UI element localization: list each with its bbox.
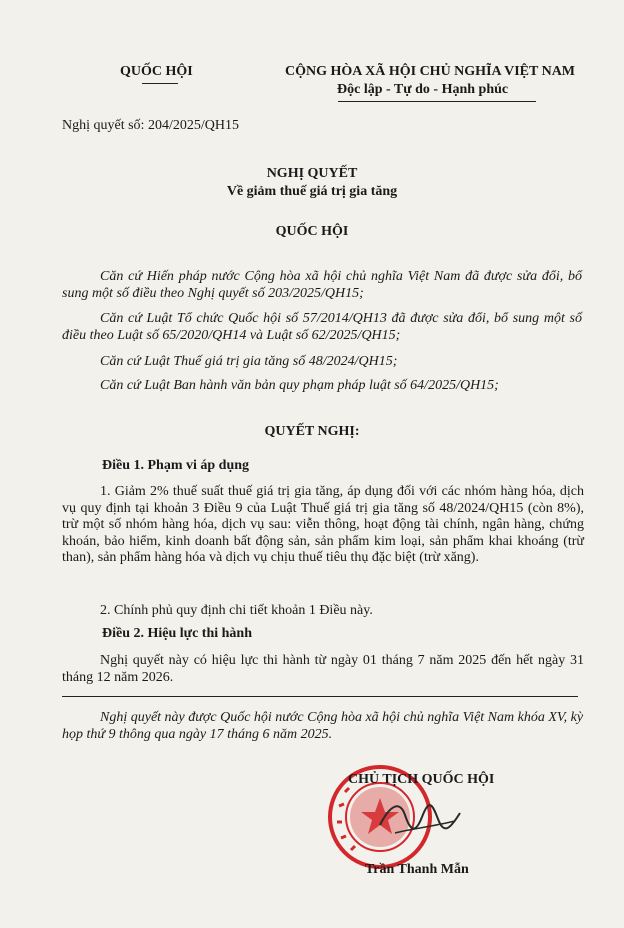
handwritten-signature: [360, 785, 480, 855]
doc-title: NGHỊ QUYẾT: [266, 166, 358, 181]
article-2-text: Nghị quyết này có hiệu lực thi hành từ ngày 01 tháng 7 năm 2025 đến hết ngày 31 tháng 12 năm 2026.: [62, 653, 584, 685]
closing-statement: Nghị quyết này được Quốc hội nước Cộng hòa xã hội chủ nghĩa Việt Nam khóa XV, kỳ họp thứ 9 thông qua ngày 17 tháng 6 năm 2025.: [62, 710, 584, 742]
header-left-underline: [142, 83, 178, 84]
basis-1: Căn cứ Hiến pháp nước Cộng hòa xã hội chủ nghĩa Việt Nam đã được sửa đổi, bổ sung một số điều theo Nghị quyết số 203/2025/QH15;: [62, 269, 582, 301]
article-1-clause-2: 2. Chính phủ quy định chi tiết khoản 1 Điều này.: [100, 603, 373, 618]
national-title: CỘNG HÒA XÃ HỘI CHỦ NGHĨA VIỆT NAM: [285, 64, 576, 79]
signature-title: CHỦ TỊCH QUỐC HỘI: [348, 772, 495, 787]
article-2-heading: Điều 2. Hiệu lực thi hành: [102, 626, 252, 641]
basis-3: Căn cứ Luật Thuế giá trị gia tăng số 48/2024/QH15;: [100, 354, 398, 369]
header-right-underline: [338, 101, 536, 102]
basis-2: Căn cứ Luật Tổ chức Quốc hội số 57/2014/QH13 đã được sửa đổi, bổ sung một số điều theo Luật số 65/2020/QH14 và Luật số 62/2025/QH15;: [62, 311, 582, 343]
national-motto: Độc lập - Tự do - Hạnh phúc: [337, 82, 509, 97]
basis-4: Căn cứ Luật Ban hành văn bản quy phạm pháp luật số 64/2025/QH15;: [100, 378, 499, 393]
doc-number: Nghị quyết số: 204/2025/QH15: [62, 118, 239, 133]
article-1-heading: Điều 1. Phạm vi áp dụng: [102, 458, 250, 473]
resolves-heading: QUYẾT NGHỊ:: [264, 424, 360, 439]
signatory-name: Trần Thanh Mẫn: [365, 862, 469, 877]
issuing-org: QUỐC HỘI: [120, 64, 193, 79]
doc-subtitle: Về giảm thuế giá trị gia tăng: [226, 184, 398, 199]
separator-line: [62, 696, 578, 697]
article-1-clause-1: 1. Giảm 2% thuế suất thuế giá trị gia tăng, áp dụng đối với các nhóm hàng hóa, dịch vụ quy định tại khoản 3 Điều 9 của Luật Thuế giá trị gia tăng số 48/2024/QH15 (còn 8%), trừ một số nhóm hàng hóa, dịch vụ sau: viễn thông, hoạt động tài chính, ngân hàng, chứng khoán, bảo hiểm, kinh doanh bất động sản, sản phẩm kim loại, sản phẩm khai khoáng (trừ than), sản phẩm hàng hóa và dịch vụ chịu thuế tiêu thụ đặc biệt (trừ xăng).: [62, 484, 584, 565]
issuer-heading: QUỐC HỘI: [275, 224, 349, 239]
